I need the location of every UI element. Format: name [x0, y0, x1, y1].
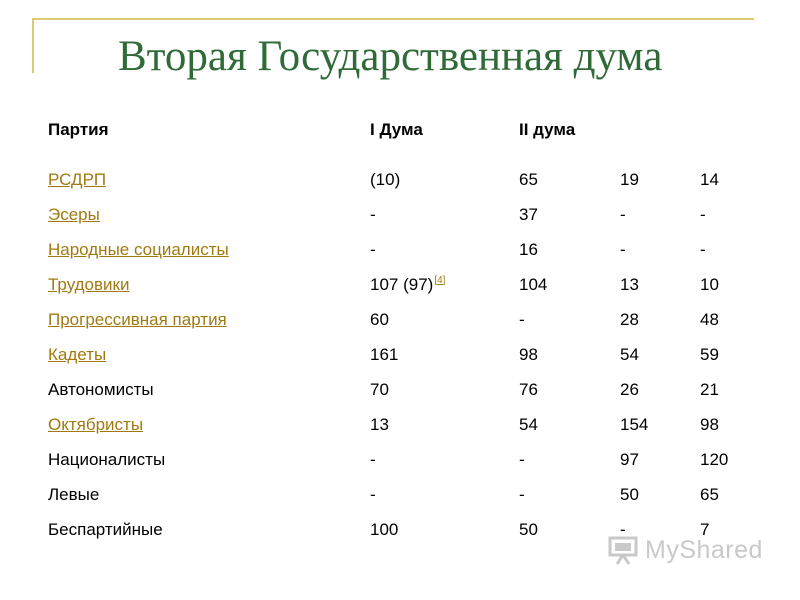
table-row [48, 197, 760, 232]
first-duma-value: - [370, 204, 376, 224]
party-link[interactable]: Народные социалисты [48, 239, 229, 259]
col-5-cell: 48 [700, 309, 719, 329]
col-5-cell: 65 [700, 484, 719, 504]
col-4-cell: - [620, 519, 626, 539]
presentation-board-icon [607, 535, 641, 565]
header-col-4 [620, 115, 700, 145]
col-5-cell: 10 [700, 274, 719, 294]
party-link[interactable]: Прогрессивная партия [48, 309, 227, 329]
col-5-cell: 7 [700, 519, 710, 539]
second-duma-cell: - [519, 309, 525, 329]
first-duma-cell [370, 232, 519, 267]
duma-composition-table [48, 115, 760, 547]
col-5-cell: 21 [700, 379, 719, 399]
first-duma-cell [370, 337, 519, 372]
table-row [48, 477, 760, 512]
slide-title: Вторая Государственная дума [118, 33, 663, 80]
table-row [48, 232, 760, 267]
table-row [48, 162, 760, 197]
first-duma-cell [370, 162, 519, 197]
party-cell [48, 302, 370, 337]
party-cell [48, 407, 370, 442]
first-duma-value: 107 (97) [370, 274, 434, 294]
second-duma-cell: 104 [519, 274, 548, 294]
col-4-cell: 19 [620, 169, 639, 189]
table-row [48, 372, 760, 407]
party-cell [48, 442, 370, 477]
first-duma-cell [370, 267, 519, 302]
first-duma-value: 100 [370, 519, 399, 539]
party-link[interactable]: РСДРП [48, 169, 107, 189]
party-link[interactable]: Кадеты [48, 344, 107, 364]
second-duma-cell: 16 [519, 239, 538, 259]
party-cell [48, 337, 370, 372]
second-duma-cell: 37 [519, 204, 538, 224]
table-row [48, 407, 760, 442]
party-cell [48, 477, 370, 512]
first-duma-value: 60 [370, 309, 389, 329]
header-spacer [48, 145, 760, 162]
col-4-cell: 54 [620, 344, 639, 364]
col-4-cell: 13 [620, 274, 639, 294]
second-duma-cell: 76 [519, 379, 538, 399]
second-duma-cell: 54 [519, 414, 538, 434]
first-duma-value: - [370, 484, 376, 504]
col-5-cell: - [700, 239, 706, 259]
first-duma-cell [370, 512, 519, 547]
table-row [48, 267, 760, 302]
first-duma-value: 70 [370, 379, 389, 399]
party-cell [48, 267, 370, 302]
col-4-cell: 26 [620, 379, 639, 399]
first-duma-cell [370, 442, 519, 477]
frame-left-line [32, 18, 34, 73]
second-duma-cell: 65 [519, 169, 538, 189]
first-duma-cell [370, 407, 519, 442]
header-second-duma: II дума [519, 120, 576, 139]
second-duma-cell: 98 [519, 344, 538, 364]
header-first-duma: I Дума [370, 120, 423, 139]
watermark [607, 535, 763, 565]
second-duma-cell: - [519, 449, 525, 469]
first-duma-cell [370, 372, 519, 407]
party-link[interactable]: Трудовики [48, 274, 130, 294]
header-col-5 [700, 115, 760, 145]
col-4-cell: 28 [620, 309, 639, 329]
col-5-cell: 120 [700, 449, 729, 469]
col-4-cell: - [620, 239, 626, 259]
col-5-cell: 59 [700, 344, 719, 364]
footnote-link[interactable]: [4] [434, 274, 446, 286]
party-link[interactable]: Эсеры [48, 204, 100, 224]
table-header-row [48, 115, 760, 145]
table-row [48, 442, 760, 477]
col-5-cell: 98 [700, 414, 719, 434]
col-4-cell: - [620, 204, 626, 224]
col-5-cell: - [700, 204, 706, 224]
first-duma-cell [370, 477, 519, 512]
watermark-text: MyShared [645, 535, 763, 564]
party-cell [48, 232, 370, 267]
party-name: Автономисты [48, 379, 154, 399]
header-party: Партия [48, 120, 109, 139]
first-duma-value: - [370, 449, 376, 469]
first-duma-cell [370, 302, 519, 337]
first-duma-cell [370, 197, 519, 232]
party-cell [48, 512, 370, 547]
first-duma-value: - [370, 239, 376, 259]
table-row [48, 302, 760, 337]
party-link[interactable]: Октябристы [48, 414, 144, 434]
first-duma-value: 13 [370, 414, 389, 434]
party-name: Националисты [48, 449, 166, 469]
party-cell [48, 372, 370, 407]
first-duma-value: (10) [370, 169, 401, 189]
party-cell [48, 162, 370, 197]
col-4-cell: 154 [620, 414, 649, 434]
party-cell [48, 197, 370, 232]
second-duma-cell: 50 [519, 519, 538, 539]
frame-top-line [32, 18, 754, 20]
party-name: Левые [48, 484, 100, 504]
col-4-cell: 50 [620, 484, 639, 504]
col-5-cell: 14 [700, 169, 719, 189]
col-4-cell: 97 [620, 449, 639, 469]
table-row [48, 337, 760, 372]
first-duma-value: 161 [370, 344, 399, 364]
party-name: Беспартийные [48, 519, 163, 539]
second-duma-cell: - [519, 484, 525, 504]
